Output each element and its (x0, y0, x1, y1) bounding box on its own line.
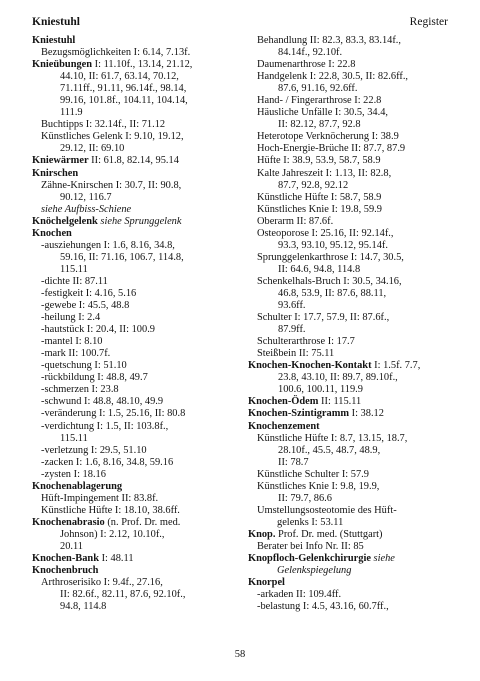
index-entry (248, 396, 453, 408)
index-entry (32, 216, 232, 228)
index-entry (248, 228, 453, 240)
index-entry (32, 240, 232, 252)
index-references: I: 48.11 (98, 553, 134, 565)
index-subentry: -hautstück I: 20.4, II: 100.9 (41, 324, 155, 336)
index-subentry: Johnson) I: 2.12, 10.10f., (60, 528, 165, 540)
index-subentry: 28.10f., 45.5, 48.7, 48.9, (278, 444, 381, 456)
index-subentry: II: 78.7 (278, 456, 309, 468)
index-entry (32, 324, 232, 336)
index-entry (248, 493, 453, 505)
index-entry (32, 565, 232, 577)
index-entry (248, 192, 453, 204)
index-subentry: Künstliches Gelenk I: 9.10, 19.12, (41, 131, 184, 143)
index-entry (32, 71, 232, 83)
index-entry (32, 131, 232, 143)
index-subentry: 115.11 (60, 263, 88, 275)
index-entry (248, 384, 453, 396)
index-entry (32, 505, 232, 517)
index-entry (32, 541, 232, 553)
index-entry (32, 396, 232, 408)
index-subentry: Künstliche Hüfte I: 58.7, 58.9 (257, 191, 382, 203)
index-entry (32, 83, 232, 95)
index-entry (248, 553, 453, 565)
index-subentry: Oberarm II: 87.6f. (257, 215, 334, 227)
index-heading: Knorpel (248, 577, 285, 589)
index-subentry: 93.6ff. (278, 300, 306, 312)
index-entry (32, 288, 232, 300)
index-subentry: Zähne-Knirschen I: 30.7, II: 90.8, (41, 179, 182, 191)
index-entry (32, 107, 232, 119)
index-references: I: 38.12 (349, 408, 384, 420)
index-entry (248, 421, 453, 433)
index-references: I: 1.5f. 7.7, (371, 360, 421, 372)
index-entry (248, 541, 453, 553)
index-column-right (248, 35, 453, 613)
index-term: Knochen-Szintigramm (248, 408, 350, 420)
index-subentry: 87.6, 91.16, 92.6ff. (278, 83, 358, 95)
index-subentry: -rückbildung I: 48.8, 49.7 (41, 372, 148, 384)
index-entry (248, 481, 453, 493)
index-entry (32, 192, 232, 204)
index-entry (248, 288, 453, 300)
index-entry (248, 216, 453, 228)
index-entry (248, 457, 453, 469)
index-subentry: -schwund I: 48.8, 48.10, 49.9 (41, 396, 164, 408)
index-subentry: Häusliche Unfälle I: 30.5, 34.4, (257, 107, 389, 119)
index-subentry: -gewebe I: 45.5, 48.8 (41, 300, 130, 312)
index-entry (248, 348, 453, 360)
index-entry (32, 421, 232, 433)
index-entry (32, 445, 232, 457)
index-term: Knochen-Bank (32, 553, 99, 565)
index-entry (32, 384, 232, 396)
index-subentry: Buchtipps I: 32.14f., II: 71.12 (41, 119, 166, 131)
index-entry (248, 119, 453, 131)
index-subentry: 44.10, II: 61.7, 63.14, 70.12, (60, 71, 179, 83)
index-subentry: 99.16, 101.8f., 104.11, 104.14, (60, 95, 188, 107)
index-subentry: 71.11ff., 91.11, 96.14f., 98.14, (60, 83, 187, 95)
index-entry (32, 276, 232, 288)
index-entry (248, 35, 453, 47)
index-entry (248, 372, 453, 384)
index-references: II: 61.8, 82.14, 95.14 (88, 155, 179, 167)
index-subentry: 93.3, 93.10, 95.12, 95.14f. (278, 239, 388, 251)
index-entry (248, 107, 453, 119)
index-entry (248, 360, 453, 372)
index-subentry: -verdichtung I: 1.5, II: 103.8f., (41, 420, 169, 432)
index-subentry: Künstliche Hüfte I: 18.10, 38.6ff. (41, 504, 180, 516)
index-subentry: -schmerzen I: 23.8 (41, 384, 119, 396)
index-subentry: Künstliche Hüfte I: 8.7, 13.15, 18.7, (257, 432, 408, 444)
index-entry (32, 336, 232, 348)
index-entry (248, 168, 453, 180)
index-subentry: 23.8, 43.10, II: 89.7, 89.10f., (278, 372, 398, 384)
cross-reference: siehe Sprunggelenk (97, 215, 182, 227)
index-subentry: Hüfte I: 38.9, 53.9, 58.7, 58.9 (257, 155, 381, 167)
index-subentry: Künstliche Schulter I: 57.9 (257, 468, 369, 480)
index-entry (32, 47, 232, 59)
index-entry (32, 155, 232, 167)
index-entry (248, 252, 453, 264)
index-entry (32, 168, 232, 180)
index-references: Prof. Dr. med. (Stuttgart) (275, 528, 383, 540)
index-subentry: II: 64.6, 94.8, 114.8 (278, 263, 361, 275)
index-entry (32, 372, 232, 384)
index-subentry: Hoch-Energie-Brüche II: 87.7, 87.9 (257, 143, 406, 155)
index-entry (32, 264, 232, 276)
index-entry (32, 601, 232, 613)
index-subentry: Daumenarthrose I: 22.8 (257, 59, 356, 71)
index-subentry: -mark II: 100.7f. (41, 348, 111, 360)
index-term: Knieübungen (32, 59, 93, 71)
index-subentry: -ausziehungen I: 1.6, 8.16, 34.8, (41, 239, 175, 251)
index-entry (248, 469, 453, 481)
index-entry (32, 529, 232, 541)
index-subentry: Schenkelhals-Bruch I: 30.5, 34.16, (257, 275, 402, 287)
index-entry (248, 59, 453, 71)
index-entry (32, 433, 232, 445)
index-entry (248, 589, 453, 601)
index-subentry: -veränderung I: 1.5, 25.16, II: 80.8 (41, 408, 186, 420)
cross-reference: siehe (370, 553, 395, 565)
index-entry (32, 35, 232, 47)
index-entry (32, 589, 232, 601)
index-entry (248, 336, 453, 348)
index-subentry: gelenks I: 53.11 (277, 516, 344, 528)
index-entry (248, 601, 453, 613)
index-references: I: 11.10f., 13.14, 21.12, (92, 59, 193, 71)
index-entry (248, 529, 453, 541)
index-entry (32, 180, 232, 192)
index-subentry: -verletzung I: 29.5, 51.10 (41, 444, 147, 456)
index-entry (32, 360, 232, 372)
index-subentry: 90.12, 116.7 (60, 191, 112, 203)
index-entry (248, 324, 453, 336)
index-subentry: Bezugsmöglichkeiten I: 6.14, 7.13f. (41, 47, 191, 59)
index-heading: Kniestuhl (32, 35, 76, 46)
index-term: Knop. (248, 528, 276, 540)
index-entry (32, 119, 232, 131)
index-term: Kniewärmer (32, 155, 89, 167)
index-subentry: -festigkeit I: 4.16, 5.16 (41, 287, 137, 299)
index-subentry: -zacken I: 1.6, 8.16, 34.8, 59.16 (41, 456, 174, 468)
index-subentry: Berater bei Info Nr. II: 85 (257, 540, 364, 552)
index-subentry: 100.6, 100.11, 119.9 (278, 384, 363, 396)
index-entry (32, 553, 232, 565)
index-subentry: Künstliches Knie I: 19.8, 59.9 (257, 203, 382, 215)
index-subentry: -dichte II: 87.11 (41, 275, 108, 287)
index-subentry: 87.9ff. (278, 324, 306, 336)
index-entry (32, 469, 232, 481)
cross-reference: siehe Aufbiss-Schiene (41, 203, 132, 215)
index-references: II: 115.11 (318, 396, 362, 408)
index-entry (248, 143, 453, 155)
index-subentry: II: 79.7, 86.6 (278, 492, 332, 504)
running-head-section-title: Kniestuhl (32, 16, 80, 28)
index-entry (32, 481, 232, 493)
index-entry (32, 457, 232, 469)
index-entry (32, 252, 232, 264)
index-entry (248, 240, 453, 252)
index-subentry: Umstellungsosteotomie des Hüft- (257, 504, 397, 516)
index-entry (248, 312, 453, 324)
index-entry (248, 577, 453, 589)
index-subentry: -belastung I: 4.5, 43.16, 60.7ff., (257, 601, 389, 613)
index-references: (n. Prof. Dr. med. (104, 516, 181, 528)
index-subentry: Kalte Jahreszeit I: 1.13, II: 82.8, (257, 167, 392, 179)
index-entry (32, 204, 232, 216)
index-heading: Knochenbruch (32, 565, 99, 577)
index-entry (248, 95, 453, 107)
index-entry (248, 180, 453, 192)
index-entry (32, 577, 232, 589)
index-entry (248, 71, 453, 83)
index-subentry: -zysten I: 18.16 (41, 468, 106, 480)
index-subentry: 20.11 (60, 540, 83, 552)
index-subentry: II: 82.12, 87.7, 92.8 (278, 119, 361, 131)
index-subentry: -arkaden II: 109.4ff. (257, 589, 342, 601)
index-subentry: Sprunggelenkarthrose I: 14.7, 30.5, (257, 251, 404, 263)
index-heading: Knochen (32, 227, 72, 239)
running-head-section-label: Register (409, 16, 448, 28)
index-subentry: Schulter I: 17.7, 57.9, II: 87.6f., (257, 312, 390, 324)
index-heading: Knochenzement (248, 420, 320, 432)
index-entry (248, 517, 453, 529)
index-subentry: Heterotope Verknöcherung I: 38.9 (257, 131, 399, 143)
index-entry (32, 312, 232, 324)
index-entry (248, 204, 453, 216)
index-subentry: II: 82.6f., 82.11, 87.6, 92.10f., (60, 589, 186, 601)
index-entry (248, 445, 453, 457)
index-entry (32, 59, 232, 71)
index-subentry: -mantel I: 8.10 (41, 336, 103, 348)
index-entry (248, 264, 453, 276)
index-term: Knopfloch-Gelenkchirurgie (248, 553, 371, 565)
index-subentry: 87.7, 92.8, 92.12 (278, 179, 349, 191)
index-entry (32, 300, 232, 312)
index-subentry: 84.14f., 92.10f. (278, 47, 343, 59)
running-head (32, 14, 448, 30)
index-entry (248, 565, 453, 577)
index-subentry: Handgelenk I: 22.8, 30.5, II: 82.6ff., (257, 71, 409, 83)
index-term: Knochenabrasio (32, 516, 105, 528)
index-term: Knochen-Knochen-Kontakt (248, 360, 372, 372)
index-subentry: Behandlung II: 82.3, 83.3, 83.14f., (257, 35, 402, 46)
index-entry (248, 433, 453, 445)
index-subentry: -heilung I: 2.4 (41, 312, 101, 324)
index-entry (248, 131, 453, 143)
index-subentry: Arthroserisiko I: 9.4f., 27.16, (41, 577, 163, 589)
index-subentry: Steißbein II: 75.11 (257, 348, 335, 360)
index-term: Knochen-Ödem (248, 396, 319, 408)
index-entry (32, 143, 232, 155)
index-entry (32, 408, 232, 420)
index-column-left (32, 35, 232, 613)
index-subentry: 46.8, 53.9, II: 87.6, 88.11, (278, 287, 387, 299)
index-subentry: 111.9 (60, 107, 83, 119)
index-subentry: 115.11 (60, 432, 88, 444)
index-subentry: Künstliches Knie I: 9.8, 19.9, (257, 480, 380, 492)
index-term: Knöchelgelenk (32, 215, 98, 227)
index-entry (248, 276, 453, 288)
index-entry (248, 83, 453, 95)
index-entry (248, 155, 453, 167)
index-entry (32, 348, 232, 360)
index-heading: Knochenablagerung (32, 480, 123, 492)
index-entry (248, 300, 453, 312)
index-heading: Knirschen (32, 167, 79, 179)
index-subentry: 59.16, II: 71.16, 106.7, 114.8, (60, 251, 184, 263)
page-number: 58 (234, 649, 246, 660)
index-entry (32, 95, 232, 107)
index-entry (248, 505, 453, 517)
index-entry (32, 228, 232, 240)
index-entry (248, 47, 453, 59)
index-entry (32, 493, 232, 505)
index-subentry: Hand- / Fingerarthrose I: 22.8 (257, 95, 382, 107)
cross-reference: Gelenkspiegelung (277, 565, 352, 577)
index-subentry: Hüft-Impingement II: 83.8f. (41, 492, 159, 504)
index-subentry: 29.12, II: 69.10 (60, 143, 125, 155)
index-entry (248, 408, 453, 420)
index-subentry: Osteoporose I: 25.16, II: 92.14f., (257, 227, 394, 239)
index-subentry: 94.8, 114.8 (60, 601, 107, 613)
index-entry (32, 517, 232, 529)
index-subentry: Schulterarthrose I: 17.7 (257, 336, 355, 348)
index-subentry: -quetschung I: 51.10 (41, 360, 127, 372)
